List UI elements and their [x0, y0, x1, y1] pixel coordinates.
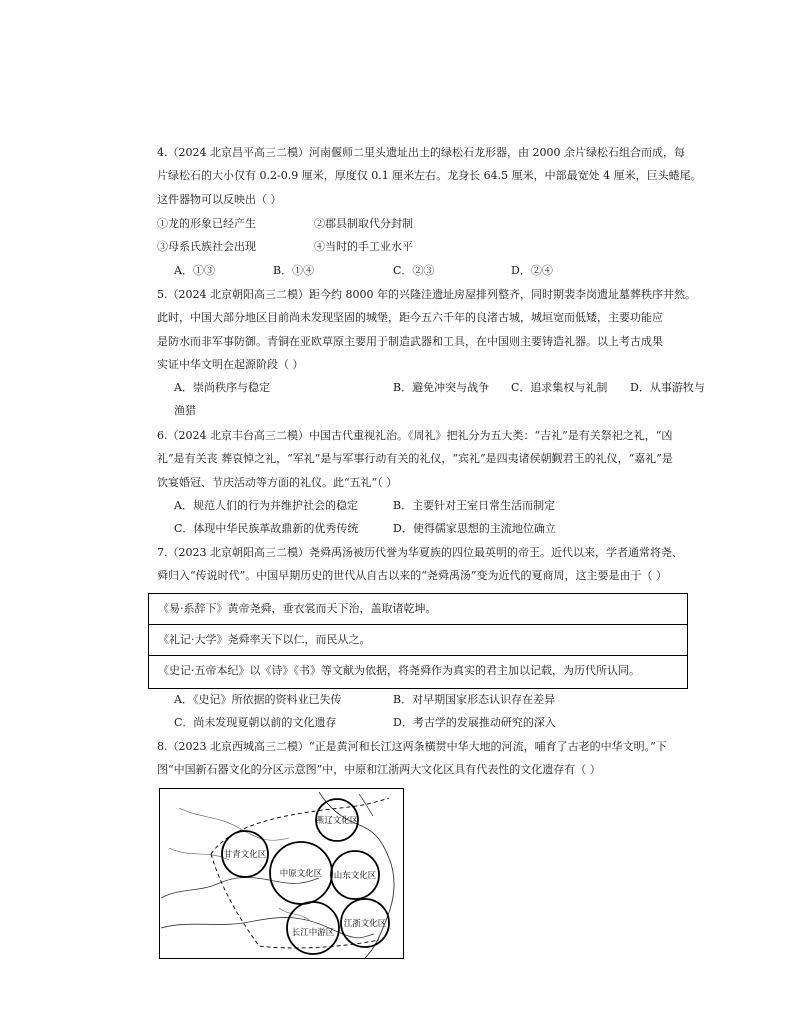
region-label-ganqing: 甘青文化区	[223, 850, 267, 860]
q5-stem-line-2: 此时，中国大部分地区目前尚未发现坚固的城堡，距今五六千年的良渚古城，城垣宽而低矮，主要功能应	[157, 311, 663, 324]
q6-option-b: B．主要针对王室日常生活而制定	[393, 499, 556, 512]
q4-item-1: ①龙的形象已经产生	[157, 217, 256, 230]
q4-item-2: ②郡县制取代分封制	[314, 217, 413, 230]
q6-stem-line-2: 礼”是有关丧 葬哀悼之礼，“军礼”是与军事行动有关的礼仪，“宾礼”是四夷诸侯朝觐君王的礼仪，“嘉礼”是	[157, 452, 673, 465]
q7-source-row-2: 《礼记·大学》尧舜率天下以仁，而民从之。	[149, 625, 687, 656]
q4-item-4: ④当时的手工业水平	[314, 240, 413, 253]
q6-option-d: D．使得儒家思想的主流地位确立	[393, 522, 556, 535]
q6-option-a: A．规范人们的行为并维护社会的稳定	[174, 499, 358, 512]
q5-option-c: C．追求集权与礼制	[511, 381, 608, 394]
q7-stem-line-1: 7.（2023 北京朝阳高三二模）尧舜禹汤被历代誉为华夏族的四位最英明的帝王。近代以来，学者通常将尧、	[157, 546, 683, 559]
q4-option-d: D．②④	[511, 264, 553, 277]
region-label-changjiang: 长江中游区	[291, 928, 335, 938]
q6-option-c: C．体现中华民族革故鼎新的优秀传统	[174, 522, 359, 535]
q7-option-d: D．考古学的发展推动研究的深入	[393, 716, 556, 729]
q4-stem-line-1: 4.（2024 北京昌平高三二模）河南偃师二里头遗址出土的绿松石龙形器，由 2000 余片绿松石组合而成，每	[157, 146, 685, 159]
q7-source-table	[148, 593, 688, 689]
q5-stem-line-3: 是防水而非军事防御。青铜在亚欧草原主要用于制造武器和工具，在中国则主要铸造礼器。以上考古成果	[157, 335, 663, 348]
q5-option-d-wrap: 渔猎	[174, 404, 196, 417]
q4-item-3: ③母系氏族社会出现	[157, 240, 256, 253]
region-label-zhongyuan: 中原文化区	[279, 869, 323, 879]
q7-stem-line-2: 舜归入“传说时代”。中国早期历史的世代从自古以来的“尧舜禹汤”变为近代的夏商周，这主要是由于（ ）	[157, 569, 667, 582]
q4-option-b: B．①④	[273, 264, 315, 277]
q4-option-a: A．①③	[174, 264, 215, 277]
q5-stem-line-4: 实证中华文明在起源阶段（ ）	[157, 358, 304, 371]
q7-option-c: C．尚未发现夏朝以前的文化遗存	[174, 716, 337, 729]
q7-source-row-1: 《易·系辞下》黄帝尧舜，垂衣裳而天下治，盖取诸乾坤。	[149, 594, 687, 625]
neolithic-culture-map	[159, 788, 404, 959]
q6-stem-line-1: 6.（2024 北京丰台高三二模）中国古代重视礼治。《周礼》把礼分为五大类：“吉礼”是有关祭祀之礼，“凶	[157, 429, 673, 442]
q5-option-d: D．从事游牧与	[630, 381, 705, 394]
q4-stem-line-2: 片绿松石的大小仅有 0.2-0.9 厘米，厚度仅 0.1 厘米左右。龙身长 64.5 厘米，中部最宽处 4 厘米，巨头蜷尾。	[157, 169, 702, 182]
region-label-shandong: 山东文化区	[333, 871, 377, 881]
q4-stem-line-3: 这件器物可以反映出（ ）	[157, 193, 282, 206]
q8-stem-line-2: 图“中国新石器文化的分区示意图”中，中原和江浙两大文化区具有代表性的文化遗存有（ ）	[157, 763, 601, 776]
region-label-jiangzhe: 江浙文化区	[343, 919, 387, 929]
q4-option-c: C．②③	[393, 264, 435, 277]
q7-source-row-3: 《史记·五帝本纪》以《诗》《书》等文献为依据，将尧舜作为真实的君主加以记载，为历代所认同。	[158, 664, 640, 677]
q5-stem-line-1: 5.（2024 北京朝阳高三二模）距今约 8000 年的兴隆洼遗址房屋排列整齐，同时期裴李岗遗址墓葬秩序井然。	[157, 288, 696, 301]
q6-stem-line-3: 饮宴婚冠、节庆活动等方面的礼仪。此“五礼”（ ）	[157, 476, 398, 489]
q7-option-b: B．对早期国家形态认识存在差异	[393, 693, 556, 706]
q5-option-a: A．崇尚秩序与稳定	[174, 381, 270, 394]
region-label-yanliao: 燕辽文化区	[315, 816, 359, 826]
q7-option-a: A．《史记》所依据的资料业已失传	[174, 693, 342, 706]
q8-stem-line-1: 8.（2023 北京西城高三二模）“正是黄河和长江这两条横贯中华大地的河流，哺育了古老的中华文明。”下	[157, 740, 667, 753]
q5-option-b: B．避免冲突与战争	[393, 381, 490, 394]
